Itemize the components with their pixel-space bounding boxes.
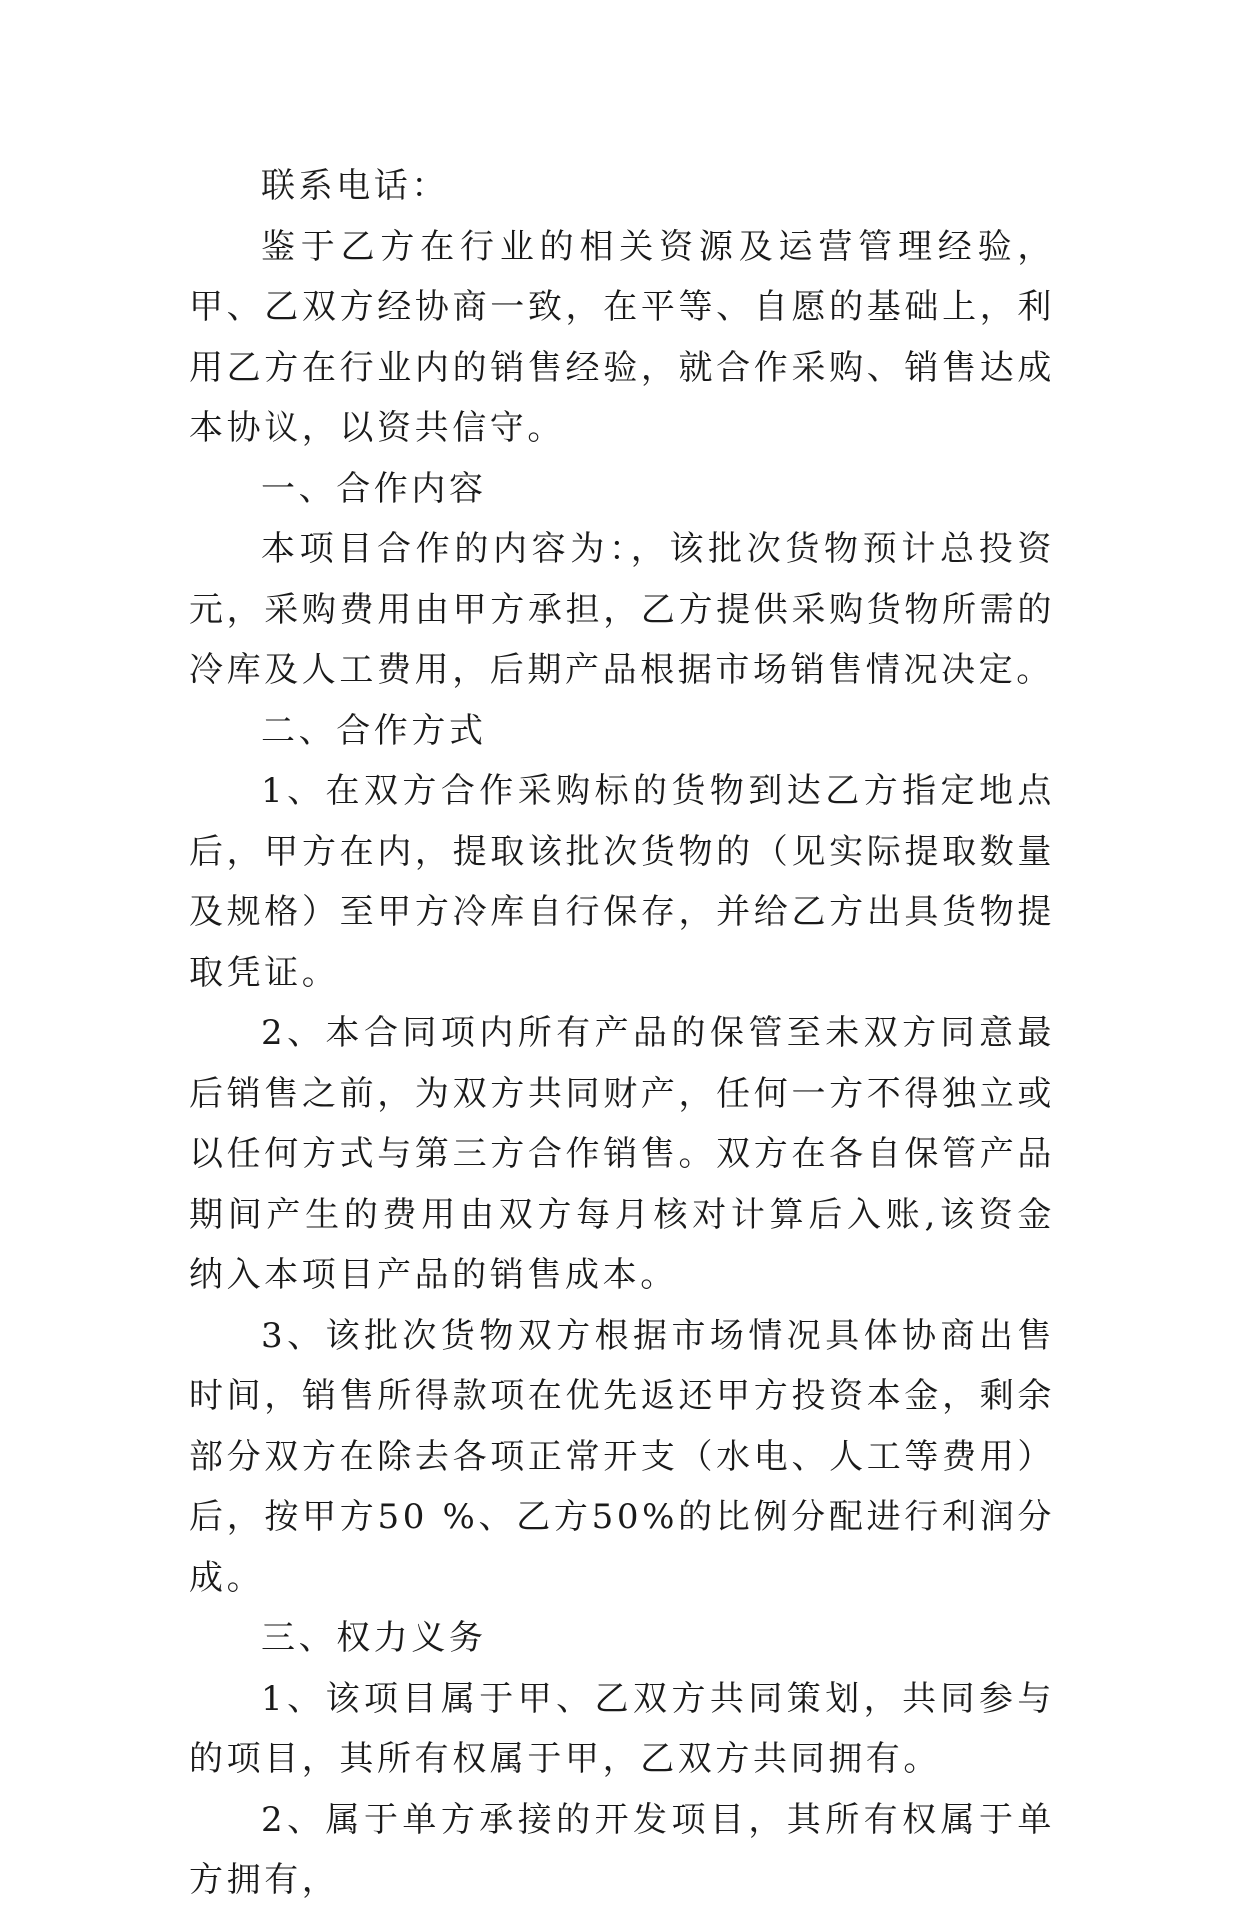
document-body xyxy=(189,156,1055,1911)
cooperation-method-clause-3: 3、该批次货物双方根据市场情况具体协商出售时间，销售所得款项在优先返还甲方投资本金，剩余部分双方在除去各项正常开支（水电、人工等费用）后，按甲方50 %、乙方50%的比例分配进行利润分成。 xyxy=(189,1315,1055,1598)
section-heading-cooperation-method: 二、合作方式 xyxy=(261,710,487,751)
contact-phone-line: 联系电话： xyxy=(261,166,449,206)
section-heading-cooperation-content: 一、合作内容 xyxy=(261,468,487,509)
rights-obligations-clause-1: 1、该项目属于甲、乙双方共同策划，共同参与的项目，其所有权属于甲，乙双方共同拥有。 xyxy=(189,1678,1055,1779)
cooperation-method-clause-1: 1、在双方合作采购标的货物到达乙方指定地点后，甲方在内，提取该批次货物的（见实际提取数量及规格）至甲方冷库自行保存，并给乙方出具货物提取凭证。 xyxy=(189,771,1055,993)
preamble-paragraph: 鉴于乙方在行业的相关资源及运营管理经验，甲、乙双方经协商一致，在平等、自愿的基础上，利用乙方在行业内的销售经验，就合作采购、销售达成本协议，以资共信守。 xyxy=(189,226,1055,448)
cooperation-method-clause-2: 2、本合同项内所有产品的保管至未双方同意最后销售之前，为双方共同财产，任何一方不得独立或以任何方式与第三方合作销售。双方在各自保管产品期间产生的费用由双方每月核对计算后入账,该资金纳入本项目产品的销售成本。 xyxy=(189,1013,1055,1295)
rights-obligations-clause-2: 2、属于单方承接的开发项目，其所有权属于单方拥有， xyxy=(189,1799,1055,1900)
cooperation-content-paragraph: 本项目合作的内容为：，该批次货物预计总投资元，采购费用由甲方承担，乙方提供采购货物所需的冷库及人工费用，后期产品根据市场销售情况决定。 xyxy=(189,529,1055,690)
section-heading-rights-obligations: 三、权力义务 xyxy=(261,1618,487,1658)
